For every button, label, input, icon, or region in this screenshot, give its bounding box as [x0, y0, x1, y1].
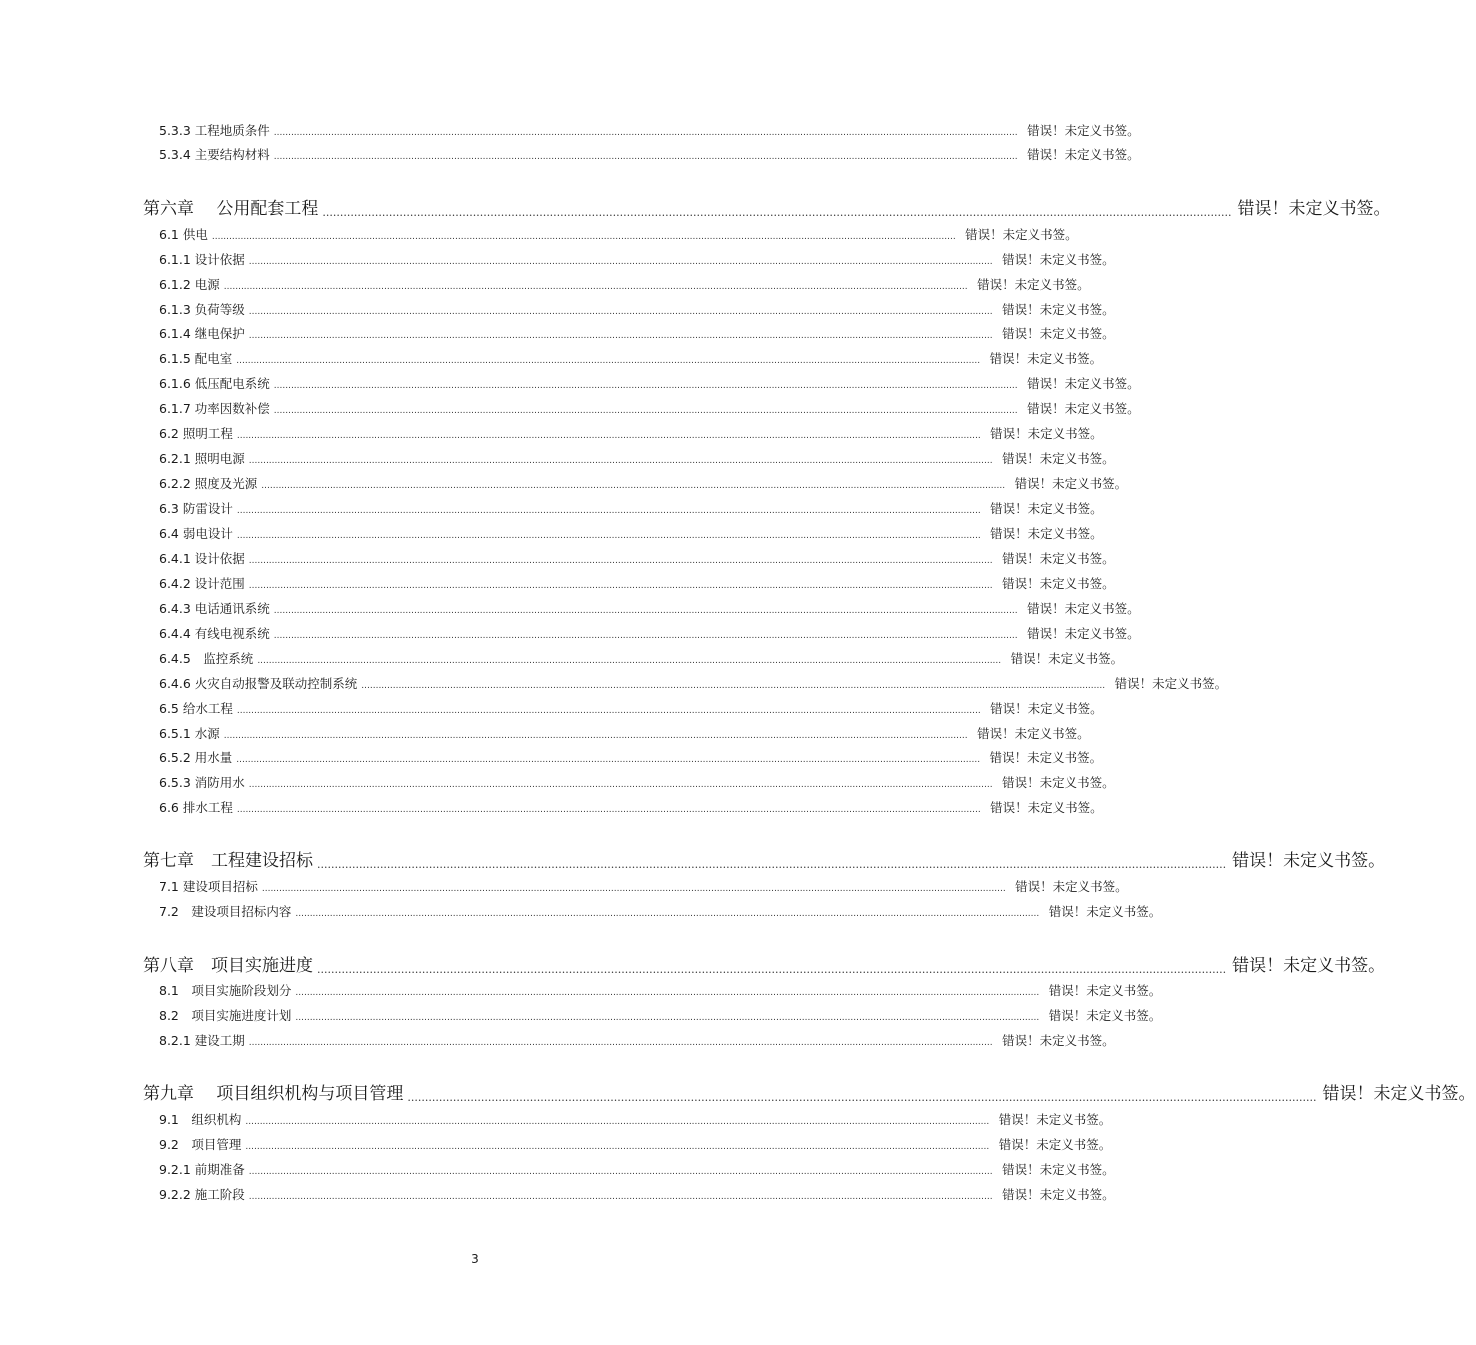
toc-entry-label: 6.4.2 设计范围	[159, 576, 245, 591]
toc-leader-dots: ....................................................................................................................................................................................................................................................................	[273, 606, 1018, 616]
toc-entry-label: 9.2.1 前期准备	[159, 1162, 245, 1177]
toc-entry[interactable]	[159, 701, 1103, 717]
toc-page-ref: 错误！未定义书签。	[1237, 199, 1391, 219]
toc-chapter-entry[interactable]	[143, 198, 1391, 220]
toc-leader-dots: ....................................................................................................................................................................................................................................................................	[248, 1038, 993, 1048]
toc-page-ref: 错误！未定义书签。	[1010, 651, 1124, 666]
toc-leader-dots: ....................................................................................................................................................................................................................................................................	[407, 1091, 1317, 1104]
toc-entry[interactable]	[159, 451, 1115, 467]
toc-leader-dots: ....................................................................................................................................................................................................................................................................	[223, 731, 968, 741]
toc-entry[interactable]	[159, 775, 1115, 791]
toc-entry[interactable]	[159, 983, 1162, 999]
toc-page-ref: 错误！未定义书签。	[1002, 775, 1115, 790]
toc-entry-label: 8.1 项目实施阶段划分	[159, 983, 292, 998]
toc-page-ref: 错误！未定义书签。	[989, 750, 1103, 765]
toc-entry[interactable]	[159, 1162, 1115, 1178]
toc-entry-label: 8.2.1 建设工期	[159, 1033, 245, 1048]
toc-page-ref: 错误！未定义书签。	[1232, 851, 1386, 871]
toc-entry[interactable]	[159, 376, 1140, 392]
toc-leader-dots: ....................................................................................................................................................................................................................................................................	[236, 805, 981, 815]
toc-page-ref: 错误！未定义书签。	[1114, 676, 1228, 691]
toc-entry-label: 第七章 工程建设招标	[143, 851, 313, 871]
toc-chapter-entry[interactable]	[143, 850, 1386, 872]
toc-leader-dots: ....................................................................................................................................................................................................................................................................	[223, 282, 968, 292]
toc-leader-dots: ....................................................................................................................................................................................................................................................................	[248, 780, 993, 790]
toc-entry-label: 6.5.2 用水量	[159, 750, 233, 765]
toc-leader-dots: ....................................................................................................................................................................................................................................................................	[295, 988, 1040, 998]
toc-entry[interactable]	[159, 1033, 1115, 1049]
toc-entry-label: 6.4.4 有线电视系统	[159, 626, 270, 641]
toc-entry-label: 6.4.1 设计依据	[159, 551, 245, 566]
toc-entry-label: 6.1.1 设计依据	[159, 252, 245, 267]
toc-leader-dots: ....................................................................................................................................................................................................................................................................	[248, 331, 993, 341]
toc-entry-label: 6.4.3 电话通讯系统	[159, 601, 270, 616]
toc-entry-label: 7.1 建设项目招标	[159, 879, 258, 894]
toc-chapter-entry[interactable]	[143, 955, 1386, 977]
toc-entry-label: 6.5.1 水源	[159, 726, 220, 741]
toc-page-ref: 错误！未定义书签。	[1002, 326, 1115, 341]
toc-leader-dots: ....................................................................................................................................................................................................................................................................	[261, 884, 1006, 894]
toc-page-ref: 错误！未定义书签。	[1015, 879, 1128, 894]
toc-entry[interactable]	[159, 302, 1115, 318]
toc-page-ref: 错误！未定义书签。	[990, 800, 1103, 815]
toc-entry[interactable]	[159, 227, 1078, 243]
toc-page-ref: 错误！未定义书签。	[1002, 451, 1115, 466]
toc-leader-dots: ....................................................................................................................................................................................................................................................................	[248, 1192, 993, 1202]
toc-page-ref: 错误！未定义书签。	[1027, 147, 1140, 162]
toc-entry-label: 6.5.3 消防用水	[159, 775, 245, 790]
toc-page-ref: 错误！未定义书签。	[977, 277, 1090, 292]
toc-page-ref: 错误！未定义书签。	[1002, 302, 1115, 317]
toc-page-ref: 错误！未定义书签。	[990, 701, 1103, 716]
toc-entry-label: 6.1.3 负荷等级	[159, 302, 245, 317]
toc-page-ref: 错误！未定义书签。	[1322, 1084, 1476, 1104]
toc-entry-label: 9.2 项目管理	[159, 1137, 242, 1152]
toc-entry-label: 9.1 组织机构	[159, 1112, 242, 1127]
toc-leader-dots: ....................................................................................................................................................................................................................................................................	[361, 681, 1106, 691]
toc-entry[interactable]	[159, 676, 1228, 692]
toc-leader-dots: ....................................................................................................................................................................................................................................................................	[261, 481, 1006, 491]
toc-page-ref: 错误！未定义书签。	[990, 526, 1103, 541]
toc-leader-dots: ....................................................................................................................................................................................................................................................................	[317, 858, 1227, 871]
toc-entry-label: 6.1 供电	[159, 227, 208, 242]
toc-entry[interactable]	[159, 750, 1103, 766]
toc-entry[interactable]	[159, 904, 1162, 920]
toc-entry[interactable]	[159, 426, 1103, 442]
toc-page-ref: 错误！未定义书签。	[990, 426, 1103, 441]
toc-entry-label: 6.4.6 火灾自动报警及联动控制系统	[159, 676, 358, 691]
toc-entry-label: 8.2 项目实施进度计划	[159, 1008, 292, 1023]
toc-entry[interactable]	[159, 326, 1115, 342]
toc-page-ref: 错误！未定义书签。	[1002, 1162, 1115, 1177]
toc-entry[interactable]	[159, 476, 1128, 492]
toc-page-ref: 错误！未定义书签。	[990, 501, 1103, 516]
toc-page-ref: 错误！未定义书签。	[1002, 252, 1115, 267]
toc-page-ref: 错误！未定义书签。	[1027, 601, 1140, 616]
toc-leader-dots: ....................................................................................................................................................................................................................................................................	[295, 909, 1040, 919]
toc-leader-dots: ....................................................................................................................................................................................................................................................................	[236, 755, 981, 765]
toc-page-ref: 错误！未定义书签。	[1027, 626, 1140, 641]
toc-page-ref: 错误！未定义书签。	[998, 1137, 1112, 1152]
toc-leader-dots: ....................................................................................................................................................................................................................................................................	[322, 206, 1232, 219]
toc-entry-label: 5.3.3 工程地质条件	[159, 123, 270, 138]
toc-entry-label: 6.1.6 低压配电系统	[159, 376, 270, 391]
toc-entry-label: 6.3 防雷设计	[159, 501, 233, 516]
toc-chapter-entry[interactable]	[143, 1083, 1476, 1105]
toc-entry[interactable]	[159, 1137, 1112, 1153]
toc-entry[interactable]	[159, 626, 1140, 642]
toc-leader-dots: ....................................................................................................................................................................................................................................................................	[245, 1117, 990, 1127]
toc-entry[interactable]	[159, 1187, 1115, 1203]
toc-leader-dots: ....................................................................................................................................................................................................................................................................	[236, 531, 981, 541]
toc-entry-label: 6.4 弱电设计	[159, 526, 233, 541]
toc-entry[interactable]	[159, 277, 1090, 293]
toc-entry[interactable]	[159, 1112, 1112, 1128]
toc-page-ref: 错误！未定义书签。	[965, 227, 1078, 242]
toc-page-ref: 错误！未定义书签。	[977, 726, 1090, 741]
toc-leader-dots: ....................................................................................................................................................................................................................................................................	[273, 631, 1018, 641]
toc-entry[interactable]	[159, 1008, 1162, 1024]
toc-entry[interactable]	[159, 526, 1103, 542]
toc-entry-label: 第八章 项目实施进度	[143, 956, 313, 976]
toc-entry-label: 6.6 排水工程	[159, 800, 233, 815]
toc-page-ref: 错误！未定义书签。	[1232, 956, 1386, 976]
toc-entry-label: 6.5 给水工程	[159, 701, 233, 716]
toc-entry[interactable]	[159, 726, 1090, 742]
toc-page-ref: 错误！未定义书签。	[1048, 983, 1162, 998]
toc-page-ref: 错误！未定义书签。	[1002, 1187, 1115, 1202]
toc-entry[interactable]	[159, 401, 1140, 417]
toc-page-ref: 错误！未定义书签。	[1048, 1008, 1162, 1023]
toc-entry[interactable]	[159, 147, 1140, 163]
toc-page-ref: 错误！未定义书签。	[1027, 401, 1140, 416]
toc-entry-label: 6.2 照明工程	[159, 426, 233, 441]
toc-entry[interactable]	[159, 123, 1140, 139]
toc-page-ref: 错误！未定义书签。	[1002, 1033, 1115, 1048]
toc-entry-label: 7.2 建设项目招标内容	[159, 904, 292, 919]
toc-entry[interactable]	[159, 351, 1103, 367]
toc-leader-dots: ....................................................................................................................................................................................................................................................................	[273, 406, 1018, 416]
toc-page-ref: 错误！未定义书签。	[1027, 376, 1140, 391]
toc-page-ref: 错误！未定义书签。	[1027, 123, 1140, 138]
toc-leader-dots: ....................................................................................................................................................................................................................................................................	[273, 152, 1018, 162]
toc-entry-label: 5.3.4 主要结构材料	[159, 147, 270, 162]
toc-leader-dots: ....................................................................................................................................................................................................................................................................	[248, 1167, 993, 1177]
toc-leader-dots: ....................................................................................................................................................................................................................................................................	[317, 963, 1227, 976]
toc-entry[interactable]	[159, 501, 1103, 517]
toc-entry[interactable]	[159, 879, 1128, 895]
toc-page-ref: 错误！未定义书签。	[989, 351, 1103, 366]
toc-leader-dots: ....................................................................................................................................................................................................................................................................	[236, 706, 981, 716]
toc-entry[interactable]	[159, 800, 1103, 816]
toc-entry-label: 6.1.7 功率因数补偿	[159, 401, 270, 416]
toc-entry-label: 9.2.2 施工阶段	[159, 1187, 245, 1202]
toc-entry[interactable]	[159, 252, 1115, 268]
toc-leader-dots: ....................................................................................................................................................................................................................................................................	[236, 431, 981, 441]
toc-leader-dots: ....................................................................................................................................................................................................................................................................	[248, 257, 993, 267]
toc-page-ref: 错误！未定义书签。	[1014, 476, 1128, 491]
toc-entry-label: 6.2.2 照度及光源	[159, 476, 258, 491]
toc-leader-dots: ....................................................................................................................................................................................................................................................................	[257, 656, 1002, 666]
toc-entry-label: 第九章 项目组织机构与项目管理	[143, 1084, 404, 1104]
toc-entry-label: 6.2.1 照明电源	[159, 451, 245, 466]
toc-entry-label: 6.1.2 电源	[159, 277, 220, 292]
page-number: 3	[471, 1252, 479, 1266]
toc-leader-dots: ....................................................................................................................................................................................................................................................................	[273, 381, 1018, 391]
toc-leader-dots: ....................................................................................................................................................................................................................................................................	[211, 232, 956, 242]
toc-entry[interactable]	[159, 601, 1140, 617]
toc-leader-dots: ....................................................................................................................................................................................................................................................................	[295, 1013, 1040, 1023]
toc-leader-dots: ....................................................................................................................................................................................................................................................................	[236, 506, 981, 516]
toc-entry[interactable]	[159, 651, 1124, 667]
toc-page-ref: 错误！未定义书签。	[1002, 551, 1115, 566]
toc-entry-label: 6.1.4 继电保护	[159, 326, 245, 341]
toc-entry[interactable]	[159, 551, 1115, 567]
toc-leader-dots: ....................................................................................................................................................................................................................................................................	[245, 1142, 990, 1152]
toc-leader-dots: ....................................................................................................................................................................................................................................................................	[236, 356, 981, 366]
toc-page-ref: 错误！未定义书签。	[1002, 576, 1115, 591]
toc-leader-dots: ....................................................................................................................................................................................................................................................................	[248, 581, 993, 591]
toc-entry[interactable]	[159, 576, 1115, 592]
toc-page-ref: 错误！未定义书签。	[998, 1112, 1112, 1127]
toc-entry-label: 6.1.5 配电室	[159, 351, 233, 366]
toc-entry-label: 6.4.5 监控系统	[159, 651, 254, 666]
toc-entry-label: 第六章 公用配套工程	[143, 199, 319, 219]
toc-page-ref: 错误！未定义书签。	[1048, 904, 1162, 919]
toc-leader-dots: ....................................................................................................................................................................................................................................................................	[273, 128, 1018, 138]
toc-leader-dots: ....................................................................................................................................................................................................................................................................	[248, 307, 993, 317]
toc-leader-dots: ....................................................................................................................................................................................................................................................................	[248, 556, 993, 566]
toc-leader-dots: ....................................................................................................................................................................................................................................................................	[248, 456, 993, 466]
